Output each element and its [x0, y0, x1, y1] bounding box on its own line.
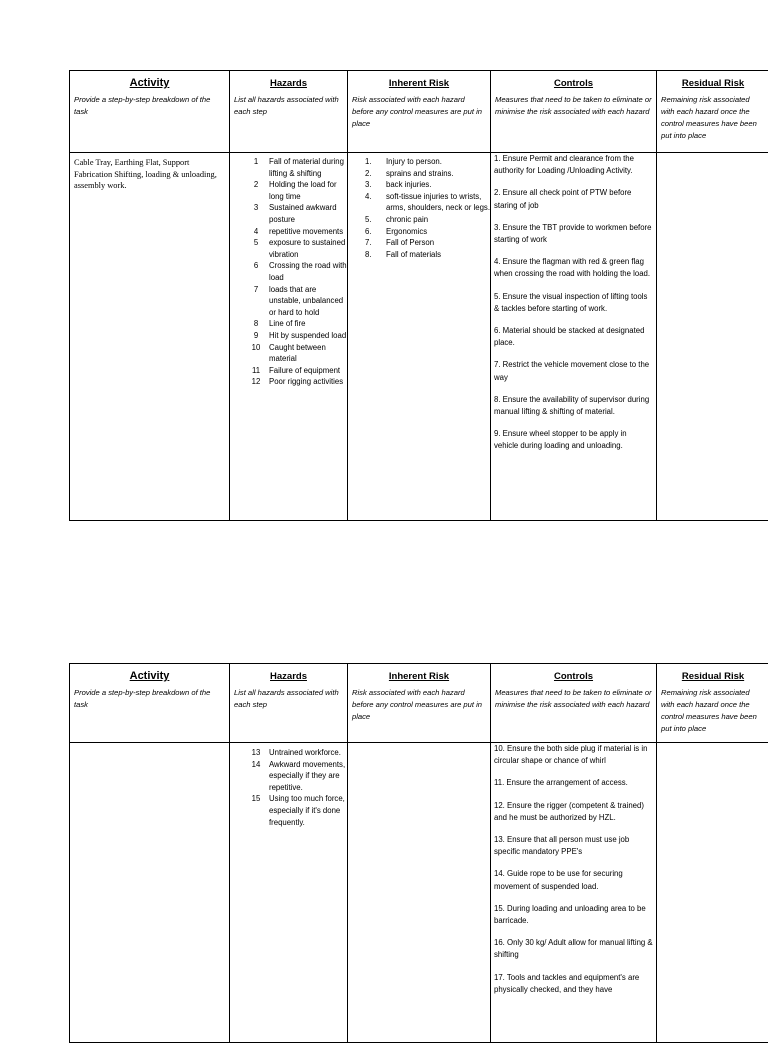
list-item: 3. back injuries.	[348, 179, 490, 191]
inherent-risk-list	[348, 156, 490, 260]
control-item: 12. Ensure the rigger (competent & trained) and he must be authorized by HZL.	[491, 800, 656, 824]
header-controls-title: Controls	[491, 71, 656, 89]
list-item: 7. Fall of Person	[348, 237, 490, 249]
header-inherent-risk-desc: Risk associated with each hazard before any control measures are put in place	[348, 89, 490, 134]
header-hazards-desc: List all hazards associated with each step	[230, 682, 347, 715]
activity-text: Cable Tray, Earthing Flat, Support Fabrication Shifting, loading & unloading, assembly work.	[70, 153, 229, 196]
list-item: 4 repetitive movements	[230, 226, 347, 238]
list-item: 2 Holding the load for long time	[230, 179, 347, 202]
activity-cell	[70, 743, 230, 1043]
risk-assessment-table-2	[69, 663, 768, 1043]
table-row	[70, 153, 768, 521]
residual-risk-cell	[657, 743, 768, 1043]
hazards-cell	[230, 743, 348, 1043]
header-hazards	[230, 71, 348, 153]
header-residual-risk-desc: Remaining risk associated with each hazard once the control measures have been put into place	[657, 682, 768, 739]
header-hazards-desc: List all hazards associated with each step	[230, 89, 347, 122]
control-item: 6. Material should be stacked at designated place.	[491, 325, 656, 349]
control-item: 3. Ensure the TBT provide to workmen before starting of work	[491, 222, 656, 246]
control-item: 2. Ensure all check point of PTW before staring of job	[491, 187, 656, 211]
control-item: 13. Ensure that all person must use job specific mandatory PPE's	[491, 834, 656, 858]
header-activity-desc: Provide a step-by-step breakdown of the task	[70, 89, 229, 122]
inherent-risk-cell	[348, 153, 491, 521]
list-item: 9 Hit by suspended load	[230, 330, 347, 342]
list-item: 5. chronic pain	[348, 214, 490, 226]
header-hazards	[230, 664, 348, 743]
header-activity	[70, 71, 230, 153]
header-hazards-title: Hazards	[230, 664, 347, 682]
list-item: 13 Untrained workforce.	[230, 747, 347, 759]
hazard-list	[230, 747, 347, 828]
header-residual-risk	[657, 71, 768, 153]
header-inherent-risk	[348, 664, 491, 743]
header-residual-risk-desc: Remaining risk associated with each hazard once the control measures have been put into place	[657, 89, 768, 146]
list-item: 4. soft-tissue injuries to wrists, arms, shoulders, neck or legs.	[348, 191, 490, 214]
list-item: 2. sprains and strains.	[348, 168, 490, 180]
header-inherent-risk-title: Inherent Risk	[348, 664, 490, 682]
header-hazards-title: Hazards	[230, 71, 347, 89]
risk-assessment-table-1	[69, 70, 768, 521]
list-item: 6 Crossing the road with load	[230, 260, 347, 283]
header-activity-title: Activity	[70, 664, 229, 682]
list-item: 11 Failure of equipment	[230, 365, 347, 377]
control-item: 11. Ensure the arrangement of access.	[491, 777, 656, 789]
header-inherent-risk-title: Inherent Risk	[348, 71, 490, 89]
header-activity-desc: Provide a step-by-step breakdown of the task	[70, 682, 229, 715]
hazard-list	[230, 156, 347, 388]
header-controls-desc: Measures that need to be taken to eliminate or minimise the risk associated with each hazard	[491, 89, 656, 122]
header-residual-risk-title: Residual Risk	[657, 664, 768, 682]
activity-cell	[70, 153, 230, 521]
header-inherent-risk-desc: Risk associated with each hazard before any control measures are put in place	[348, 682, 490, 727]
control-item: 10. Ensure the both side plug if material is in circular shape or chance of whirl	[491, 743, 656, 767]
control-item: 7. Restrict the vehicle movement close to the way	[491, 359, 656, 383]
control-item: 4. Ensure the flagman with red & green flag when crossing the road with holding the load.	[491, 256, 656, 280]
control-item: 16. Only 30 kg/ Adult allow for manual lifting & shifting	[491, 937, 656, 961]
control-item: 8. Ensure the availability of supervisor during manual lifting & shifting of material.	[491, 394, 656, 418]
control-item: 17. Tools and tackles and equipment's are physically checked, and they have	[491, 972, 656, 996]
list-item: 15 Using too much force, especially if it's done frequently.	[230, 793, 347, 828]
table-row	[70, 743, 768, 1043]
controls-cell	[491, 743, 657, 1043]
header-inherent-risk	[348, 71, 491, 153]
header-residual-risk-title: Residual Risk	[657, 71, 768, 89]
header-controls	[491, 664, 657, 743]
list-item: 14 Awkward movements, especially if they are repetitive.	[230, 759, 347, 794]
control-item: 15. During loading and unloading area to be barricade.	[491, 903, 656, 927]
list-item: 1 Fall of material during lifting & shifting	[230, 156, 347, 179]
header-activity	[70, 664, 230, 743]
header-row	[70, 71, 768, 153]
list-item: 6. Ergonomics	[348, 226, 490, 238]
header-activity-title: Activity	[70, 71, 229, 89]
list-item: 7 loads that are unstable, unbalanced or hard to hold	[230, 284, 347, 319]
residual-risk-cell	[657, 153, 768, 521]
control-item: 1. Ensure Permit and clearance from the authority for Loading /Unloading Activity.	[491, 153, 656, 177]
inherent-risk-cell	[348, 743, 491, 1043]
header-controls-title: Controls	[491, 664, 656, 682]
list-item: 8 Line of fire	[230, 318, 347, 330]
header-row	[70, 664, 768, 743]
header-controls-desc: Measures that need to be taken to eliminate or minimise the risk associated with each hazard	[491, 682, 656, 715]
control-item: 9. Ensure wheel stopper to be apply in vehicle during loading and unloading.	[491, 428, 656, 452]
controls-cell	[491, 153, 657, 521]
control-item: 5. Ensure the visual inspection of lifting tools & tackles before starting of work.	[491, 291, 656, 315]
header-residual-risk	[657, 664, 768, 743]
hazards-cell	[230, 153, 348, 521]
list-item: 8. Fall of materials	[348, 249, 490, 261]
control-item: 14. Guide rope to be use for securing movement of suspended load.	[491, 868, 656, 892]
list-item: 1. Injury to person.	[348, 156, 490, 168]
list-item: 10 Caught between material	[230, 342, 347, 365]
list-item: 3 Sustained awkward posture	[230, 202, 347, 225]
list-item: 5 exposure to sustained vibration	[230, 237, 347, 260]
header-controls	[491, 71, 657, 153]
list-item: 12 Poor rigging activities	[230, 376, 347, 388]
